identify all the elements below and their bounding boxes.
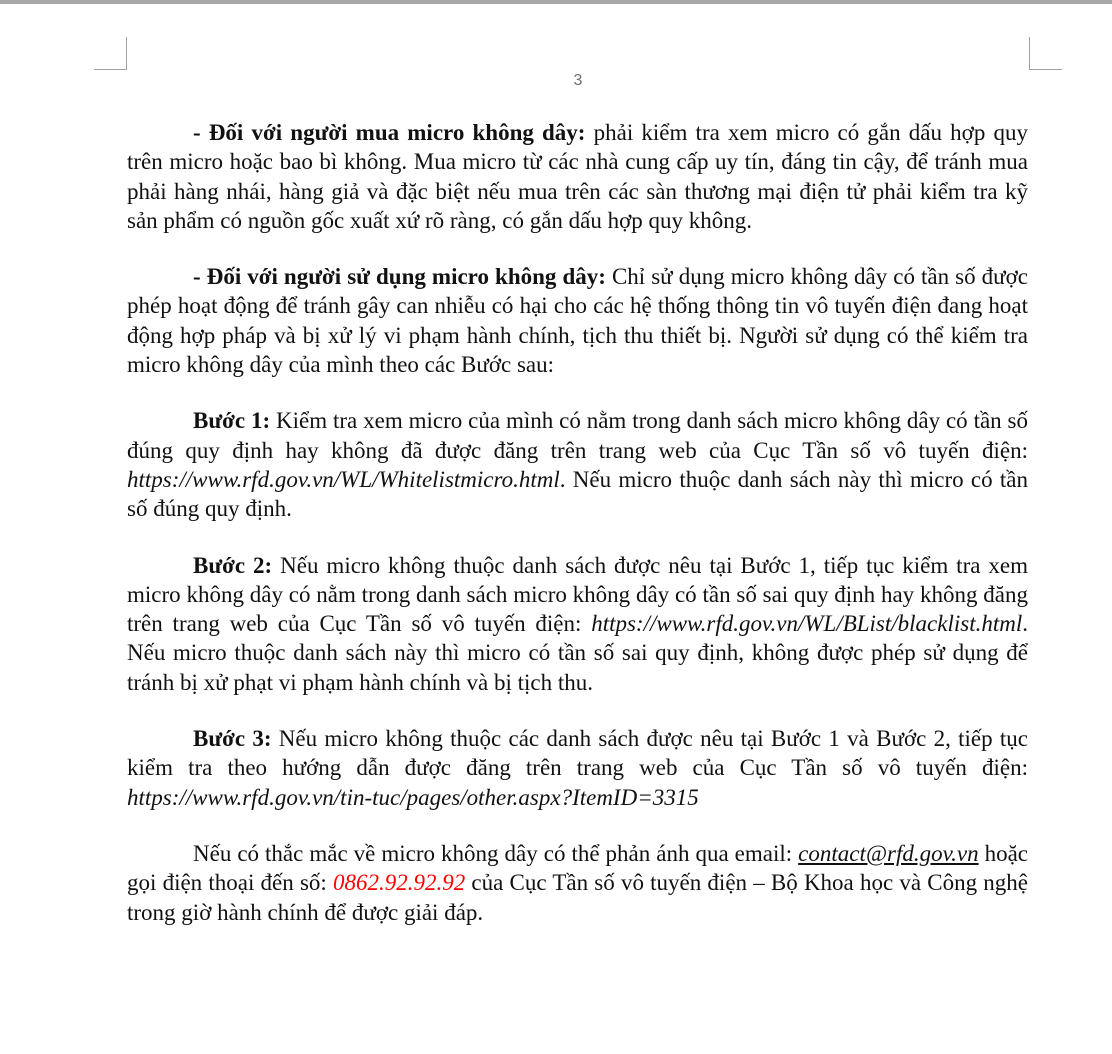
paragraph-step-1	[127, 406, 1028, 523]
paragraph-text: Nếu micro không thuộc danh sách được nêu tại Bước 1, tiếp tục kiểm tra xem micro không dây có nằm trong danh sách micro không dây có tần số sai quy định hay không đăng trên trang web của Cục Tần số vô tuyến điện:	[127, 552, 1028, 637]
margin-corner-top-left	[94, 37, 127, 70]
paragraph-step-3	[127, 724, 1028, 812]
guide-url[interactable]: https://www.rfd.gov.vn/tin-tuc/pages/other.aspx?ItemID=3315	[127, 784, 699, 810]
step-label: Bước 1:	[193, 408, 271, 434]
paragraph-text: Nếu micro không thuộc các danh sách được nêu tại Bước 1 và Bước 2, tiếp tục kiểm tra theo hướng dẫn được đăng trên trang web của Cục Tần số vô tuyến điện:	[127, 726, 1028, 781]
whitelist-url[interactable]: https://www.rfd.gov.vn/WL/Whitelistmicro.html	[127, 466, 560, 492]
paragraph-contact	[127, 839, 1028, 927]
step-label: Bước 2:	[193, 552, 273, 578]
paragraph-text: phải kiểm tra xem micro có gắn dấu hợp quy trên micro hoặc bao bì không. Mua micro từ các nhà cung cấp uy tín, đáng tin cậy, để tránh mua phải hàng nhái, hàng giả và đặc biệt nếu mua trên các sàn thương mại điện tử phải kiểm tra kỹ sản phẩm có nguồn gốc xuất xứ rõ ràng, có gắn dấu hợp quy không.	[127, 120, 1028, 233]
paragraph-lead: - Đối với người mua micro không dây:	[193, 120, 586, 145]
margin-corner-top-right	[1029, 37, 1062, 70]
step-label: Bước 3:	[193, 726, 272, 752]
document-body	[127, 118, 1028, 927]
paragraph-step-2	[127, 551, 1028, 697]
paragraph-text: Kiểm tra xem micro của mình có nằm trong danh sách micro không dây có tần số đúng quy định hay không đã được đăng trên trang web của Cục Tần số vô tuyến điện:	[127, 408, 1028, 463]
paragraph-text: . Nếu micro thuộc danh sách này thì micro có tần số đúng quy định.	[127, 466, 1028, 522]
page-number: 3	[573, 72, 583, 89]
paragraph-text: của Cục Tần số vô tuyến điện – Bộ Khoa học và Công nghệ trong giờ hành chính để được giải đáp.	[127, 870, 1028, 925]
contact-phone-number: 0862.92.92.92	[332, 870, 466, 896]
blacklist-url[interactable]: https://www.rfd.gov.vn/WL/BList/blacklist.html	[591, 611, 1023, 637]
paragraph-text: . Nếu micro thuộc danh sách này thì micro có tần số sai quy định, không được phép sử dụng để tránh bị xử phạt vi phạm hành chính và bị tịch thu.	[127, 611, 1028, 695]
paragraph-text: hoặc gọi điện thoại đến số:	[127, 840, 1028, 896]
paragraph-buyers	[127, 118, 1028, 235]
paragraph-users	[127, 262, 1028, 379]
paragraph-text: Nếu có thắc mắc về micro không dây có thể phản ánh qua email:	[193, 840, 799, 866]
window-top-border	[0, 0, 1112, 4]
contact-email-link[interactable]: contact@rfd.gov.vn	[798, 840, 979, 866]
paragraph-lead: - Đối với người sử dụng micro không dây:	[193, 264, 606, 290]
paragraph-text: Chỉ sử dụng micro không dây có tần số được phép hoạt động để tránh gây can nhiễu có hại cho các hệ thống thông tin vô tuyến điện đang hoạt động hợp pháp và bị xử lý vi phạm hành chính, tịch thu thiết bị. Người sử dụng có thể kiểm tra micro không dây của mình theo các Bước sau:	[127, 264, 1028, 378]
